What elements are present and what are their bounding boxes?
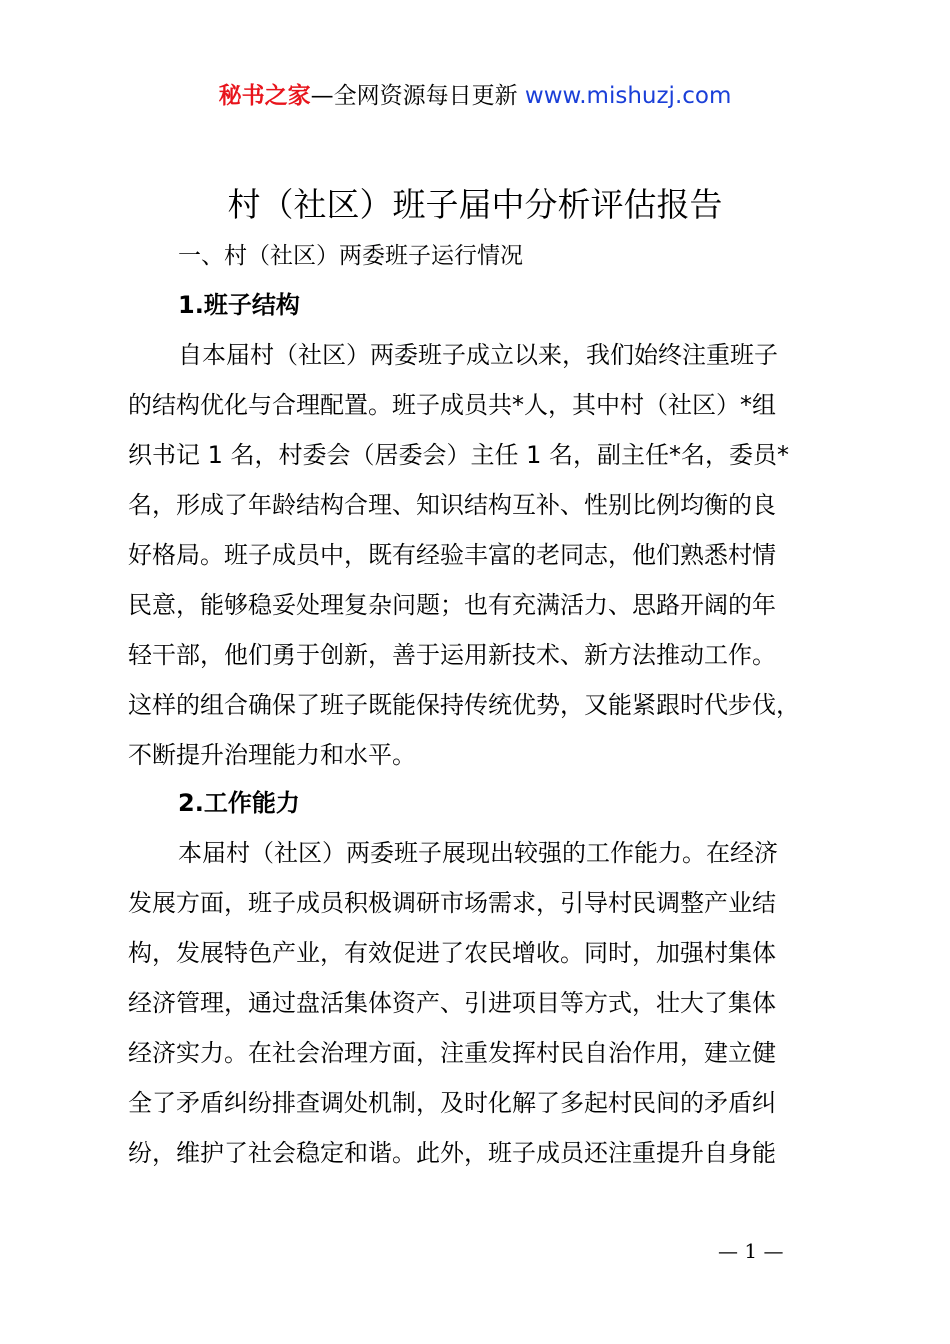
- section-heading: 一、村（社区）两委班子运行情况: [178, 243, 523, 269]
- paragraph-line: 全了矛盾纠纷排查调处机制，及时化解了多起村民间的矛盾纠: [128, 1089, 776, 1117]
- paragraph-line: 名，形成了年龄结构合理、知识结构互补、性别比例均衡的良: [128, 491, 776, 519]
- paragraph-line: 自本届村（社区）两委班子成立以来，我们始终注重班子: [178, 341, 778, 369]
- paragraph-line: 织书记 1 名，村委会（居委会）主任 1 名，副主任*名，委员*: [128, 441, 790, 469]
- paragraph-line: 纷，维护了社会稳定和谐。此外，班子成员还注重提升自身能: [128, 1139, 776, 1167]
- paragraph-line: 民意，能够稳妥处理复杂问题；也有充满活力、思路开阔的年: [128, 591, 776, 619]
- document-title: 村（社区）班子届中分析评估报告: [227, 185, 723, 224]
- paragraph-line: 发展方面，班子成员积极调研市场需求，引导村民调整产业结: [128, 889, 776, 917]
- site-tagline: —全网资源每日更新: [310, 83, 525, 109]
- paragraph-line: 不断提升治理能力和水平。: [128, 741, 416, 769]
- paragraph-line: 好格局。班子成员中，既有经验丰富的老同志，他们熟悉村情: [128, 541, 776, 569]
- site-url-link[interactable]: www.mishuzj.com: [524, 83, 732, 109]
- paragraph-line: 经济管理，通过盘活集体资产、引进项目等方式，壮大了集体: [128, 989, 776, 1017]
- paragraph-line: 的结构优化与合理配置。班子成员共*人，其中村（社区）*组: [128, 391, 776, 419]
- subsection-heading-structure: 1.班子结构: [178, 291, 300, 319]
- paragraph-line: 这样的组合确保了班子既能保持传统优势，又能紧跟时代步伐，: [128, 691, 800, 719]
- paragraph-line: 构，发展特色产业，有效促进了农民增收。同时，加强村集体: [128, 939, 776, 967]
- subsection-heading-ability: 2.工作能力: [178, 789, 300, 817]
- site-banner: [0, 80, 950, 112]
- paragraph-line: 轻干部，他们勇于创新，善于运用新技术、新方法推动工作。: [128, 641, 776, 669]
- paragraph-line: 经济实力。在社会治理方面，注重发挥村民自治作用，建立健: [128, 1039, 776, 1067]
- page-number: — 1 —: [718, 1239, 784, 1263]
- site-brand: 秘书之家: [218, 83, 311, 109]
- paragraph-line: 本届村（社区）两委班子展现出较强的工作能力。在经济: [178, 839, 778, 867]
